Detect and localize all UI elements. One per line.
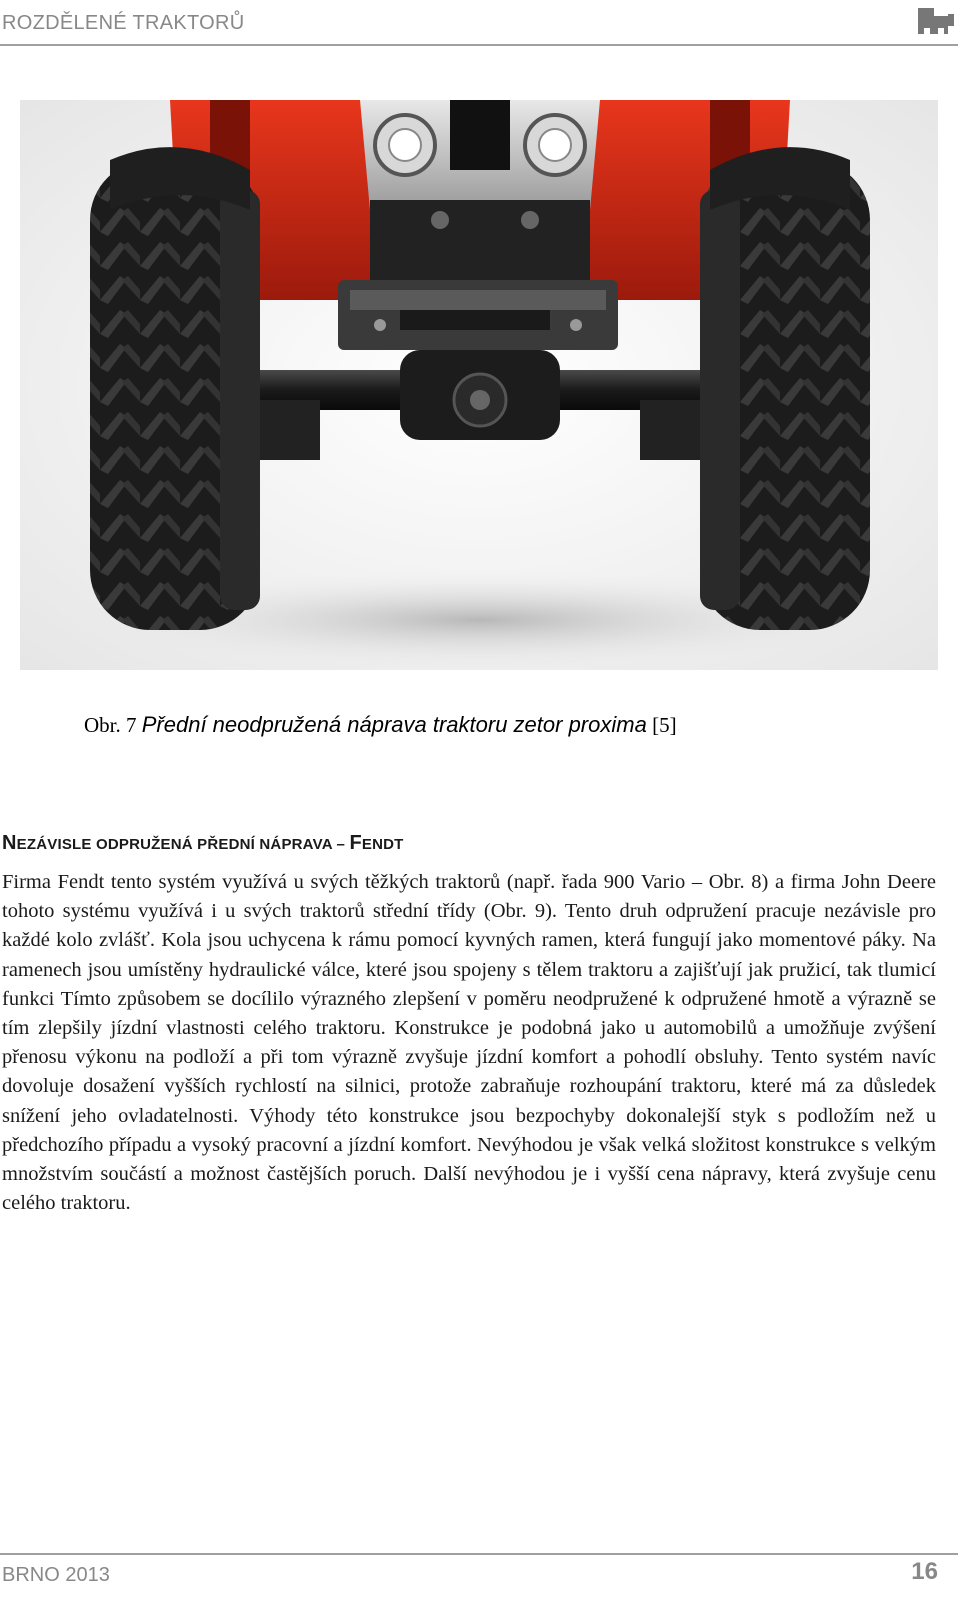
tractor-front-axle-photo <box>20 100 938 670</box>
caption-prefix: Obr. 7 <box>84 713 137 737</box>
figure-caption <box>84 712 677 738</box>
header-rule <box>0 44 958 46</box>
footer-place-year: BRNO 2013 <box>2 1564 110 1586</box>
paragraph-text: Firma Fendt tento systém využívá u svých těžkých traktorů (např. řada 900 Vario – Obr. 8) a firma John Deere tohoto systému využívá i u svých traktorů střední třídy (Obr. 9). Tento druh odpružení pracuje nezávisle pro každé kolo zvlášť. Kola jsou uchycena k rámu pomocí kyvných ramen, která fungují jako momentové páky. Na ramenech jsou umístěny hydraulické válce, které jsou spojeny s tělem traktoru a zajišťují jak pružicí, tak tlumicí funkci Tímto způsobem se docílilo výrazného zlepšení v poměru neodpružené k odpružené hmotě a výrazně se tím zlepšily jízdní vlastnosti celého traktoru. Konstrukce je podobná jako u automobilů a umožňuje zvýšení přenosu výkonu na podloží a při tom výrazně zvyšuje jízdní komfort a pohodlí obsluhy. Tento systém navíc dovoluje dosažení vyšších rychlostí na silnici, protože zabraňuje rozhoupání traktoru, které má za důsledek snížení jeho ovladatelnosti. Výhody této konstrukce jsou bezpochyby dokonalejší styk s podložím než u předchozího případu a vysoký pracovní a jízdní komfort. Nevýhodou je však velká složitost konstrukce s velkým množstvím součástí a možnost častějších poruch. Další nevýhodou je i vyšší cena nápravy, která zvyšuje cenu celého traktoru. <box>2 871 936 1215</box>
heading-part: F <box>349 832 362 854</box>
footer-rule <box>0 1553 958 1555</box>
heading-part: N <box>2 832 17 854</box>
caption-reference: [5] <box>652 713 677 737</box>
section-heading <box>2 832 404 855</box>
page-number: 16 <box>911 1558 938 1585</box>
caption-title: Přední neodpružená náprava traktoru zetor proxima <box>141 712 647 737</box>
heading-part: EZÁVISLE ODPRUŽENÁ PŘEDNÍ NÁPRAVA – <box>16 836 350 853</box>
body-paragraph <box>2 868 936 1218</box>
heading-part: ENDT <box>361 836 404 853</box>
page-header <box>0 0 960 48</box>
faculty-logo-icon <box>918 6 956 36</box>
running-title: ROZDĚLENÉ TRAKTORŮ <box>2 12 245 34</box>
